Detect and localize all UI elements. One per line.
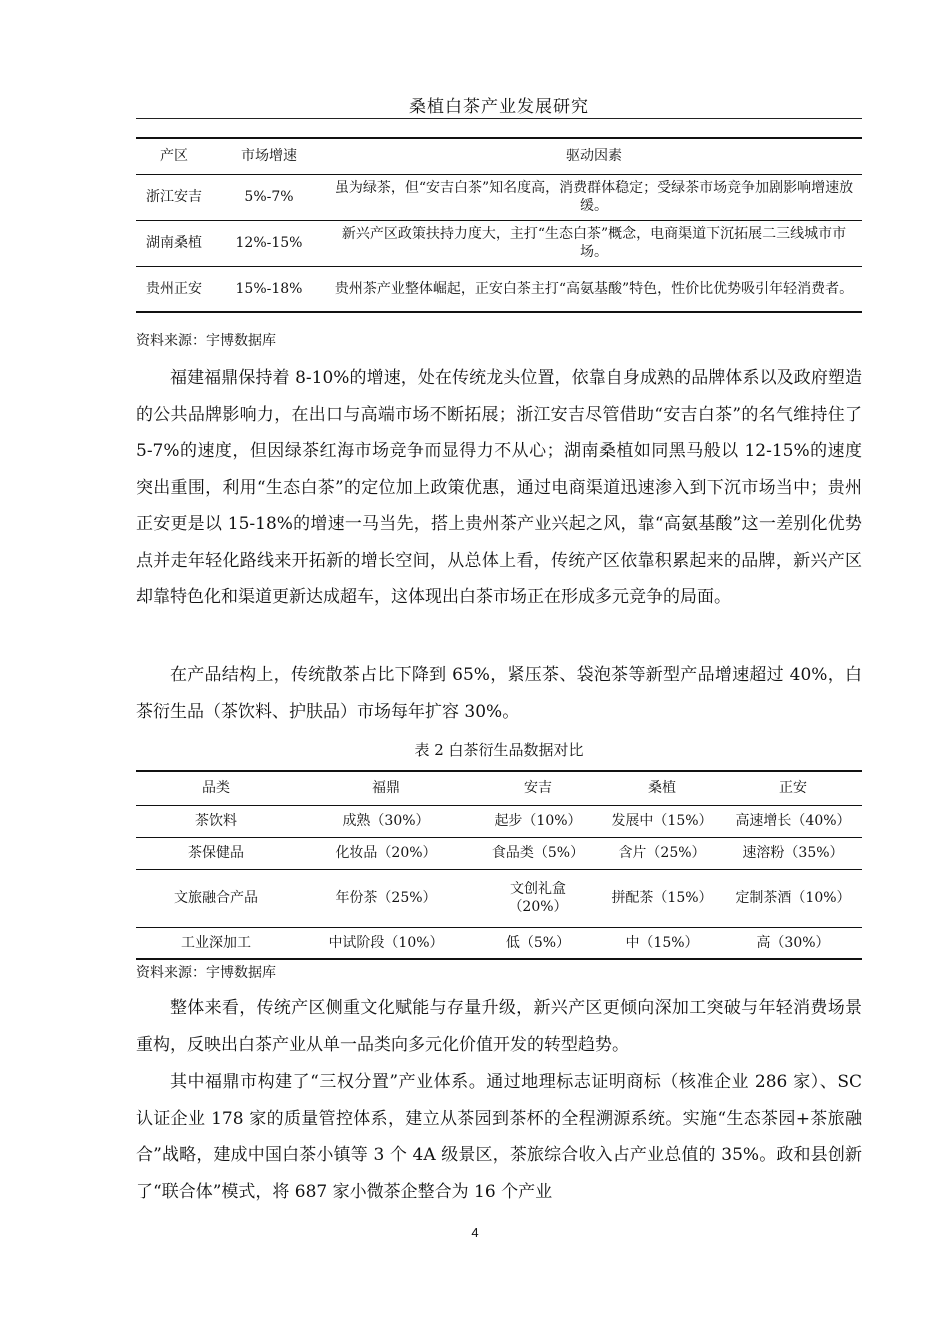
table2-header-zhengan: 正安 bbox=[724, 771, 862, 805]
category-cell: 工业深加工 bbox=[136, 927, 296, 959]
fuding-cell: 年份茶（25%） bbox=[296, 869, 476, 927]
sangzhi-cell: 发展中（15%） bbox=[600, 805, 724, 837]
body-paragraph-1: 福建福鼎保持着 8-10%的增速，处在传统龙头位置，依靠自身成熟的品牌体系以及政府塑造的公共品牌影响力，在出口与高端市场不断拓展；浙江安吉尽管借助“安吉白茶”的名气维持住了 5-7%的速度，但因绿茶红海市场竞争而显得力不从心；湖南桑植如同黑马般以 12-15%的速度突出重围，利用“生态白茶”的定位加上政策优惠，通过电商渠道迅速渗入到下沉市场当中；贵州正安更是以 15-18%的增速一马当先，搭上贵州茶产业兴起之风，靠“高氨基酸”这一差别化优势点并走年轻化路线来开拓新的增长空间，从总体上看，传统产区依靠积累起来的品牌，新兴产区却靠特色化和渠道更新达成超车，这体现出白茶市场正在形成多元竞争的局面。 bbox=[136, 368, 862, 607]
body-paragraph-3: 整体来看，传统产区侧重文化赋能与存量升级，新兴产区更倾向深加工突破与年轻消费场景重构，反映出白茶产业从单一品类向多元化价值开发的转型趋势。 bbox=[136, 998, 862, 1055]
sangzhi-cell: 含片（25%） bbox=[600, 837, 724, 869]
driver-cell: 贵州茶产业整体崛起，正安白茶主打“高氨基酸”特色，性价比优势吸引年轻消费者。 bbox=[326, 266, 862, 312]
table1-header-driver: 驱动因素 bbox=[326, 138, 862, 174]
body-paragraph-2: 在产品结构上，传统散茶占比下降到 65%，紧压茶、袋泡茶等新型产品增速超过 40%，白茶衍生品（茶饮料、护肤品）市场每年扩容 30%。 bbox=[136, 665, 862, 722]
page-number: 4 bbox=[471, 1225, 479, 1240]
category-cell: 茶饮料 bbox=[136, 805, 296, 837]
sangzhi-cell: 拼配茶（15%） bbox=[600, 869, 724, 927]
driver-cell: 新兴产区政策扶持力度大，主打“生态白茶”概念，电商渠道下沉拓展二三线城市市场。 bbox=[326, 220, 862, 266]
table-row bbox=[136, 266, 862, 312]
growth-cell: 15%-18% bbox=[212, 266, 326, 312]
running-header-title: 桑植白茶产业发展研究 bbox=[409, 97, 589, 117]
zhengan-cell: 速溶粉（35%） bbox=[724, 837, 862, 869]
table-row bbox=[136, 220, 862, 266]
anji-cell: 文创礼盒（20%） bbox=[476, 869, 600, 927]
growth-cell: 12%-15% bbox=[212, 220, 326, 266]
header-rule bbox=[136, 118, 862, 119]
table-row bbox=[136, 837, 862, 869]
table1-source-note: 资料来源：宇博数据库 bbox=[136, 333, 276, 349]
category-cell: 茶保健品 bbox=[136, 837, 296, 869]
body-paragraph-4: 其中福鼎市构建了“三权分置”产业体系。通过地理标志证明商标（核准企业 286 家）、SC 认证企业 178 家的质量管控体系，建立从茶园到茶杯的全程溯源系统。实施“生态茶园+茶旅融合”战略，建成中国白茶小镇等 3 个 4A 级景区，茶旅综合收入占产业总值的 35%。政和县创新了“联合体”模式，将 687 家小微茶企整合为 16 个产业 bbox=[136, 1072, 862, 1202]
zhengan-cell: 高（30%） bbox=[724, 927, 862, 959]
table-row bbox=[136, 174, 862, 220]
growth-cell: 5%-7% bbox=[212, 174, 326, 220]
zhengan-cell: 高速增长（40%） bbox=[724, 805, 862, 837]
category-cell: 文旅融合产品 bbox=[136, 869, 296, 927]
table-row bbox=[136, 869, 862, 927]
table2-header-sangzhi: 桑植 bbox=[600, 771, 724, 805]
sangzhi-cell: 中（15%） bbox=[600, 927, 724, 959]
table2-header-fuding: 福鼎 bbox=[296, 771, 476, 805]
driver-cell: 虽为绿茶，但“安吉白茶”知名度高，消费群体稳定；受绿茶市场竞争加剧影响增速放缓。 bbox=[326, 174, 862, 220]
region-cell: 贵州正安 bbox=[136, 266, 212, 312]
zhengan-cell: 定制茶酒（10%） bbox=[724, 869, 862, 927]
table2-caption: 表 2 白茶衍生品数据对比 bbox=[414, 741, 584, 759]
table2-source-note: 资料来源：宇博数据库 bbox=[136, 965, 276, 981]
table1-header-region: 产区 bbox=[136, 138, 212, 174]
derivative-product-table bbox=[136, 770, 862, 960]
region-cell: 湖南桑植 bbox=[136, 220, 212, 266]
anji-cell: 食品类（5%） bbox=[476, 837, 600, 869]
table2-header-category: 品类 bbox=[136, 771, 296, 805]
table-row bbox=[136, 805, 862, 837]
table2-header-anji: 安吉 bbox=[476, 771, 600, 805]
growth-driver-table bbox=[136, 137, 862, 313]
fuding-cell: 中试阶段（10%） bbox=[296, 927, 476, 959]
table-row bbox=[136, 927, 862, 959]
fuding-cell: 化妆品（20%） bbox=[296, 837, 476, 869]
region-cell: 浙江安吉 bbox=[136, 174, 212, 220]
anji-cell: 起步（10%） bbox=[476, 805, 600, 837]
anji-cell: 低（5%） bbox=[476, 927, 600, 959]
fuding-cell: 成熟（30%） bbox=[296, 805, 476, 837]
table1-header-growth: 市场增速 bbox=[212, 138, 326, 174]
